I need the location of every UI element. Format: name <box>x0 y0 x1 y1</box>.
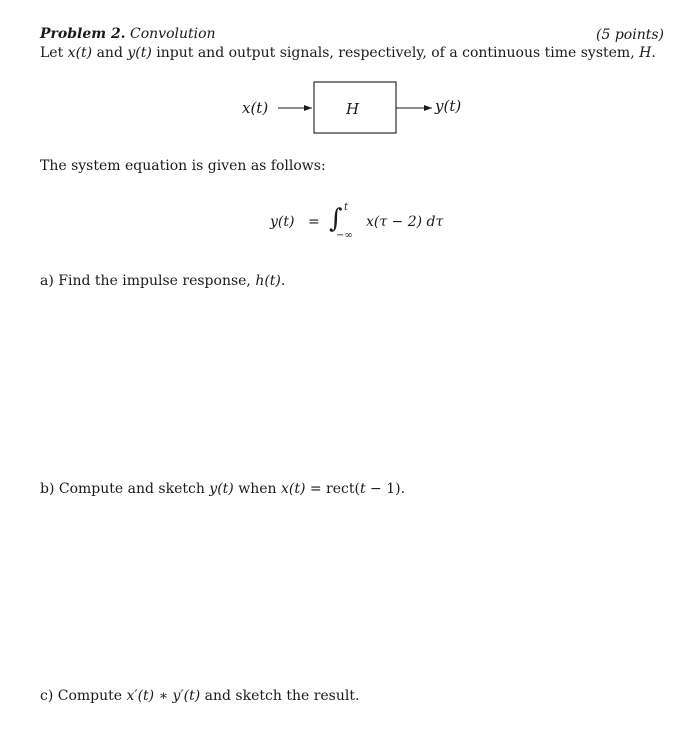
intro-system-symbol: H <box>639 45 652 61</box>
question-a-text: a) Find the impulse response, <box>40 273 256 289</box>
problem-topic: Convolution <box>125 26 216 42</box>
question-b <box>40 481 405 497</box>
question-b-arg: t <box>359 481 366 497</box>
integrand: x(τ − 2) dτ <box>366 214 444 230</box>
diagram-output-label: y(t) <box>435 97 462 115</box>
problem-number: Problem 2. <box>40 26 126 42</box>
question-b-text: b) Compute and sketch <box>40 481 210 497</box>
integral-sign: ∫ <box>329 204 343 234</box>
block-diagram <box>0 80 678 136</box>
question-b-tail: − 1). <box>365 481 406 497</box>
intro-y-signal: y(t) <box>127 45 152 61</box>
question-b-expr-x: x(t) <box>280 481 306 497</box>
question-b-mid: when <box>233 481 281 497</box>
question-b-expr-y: y(t) <box>209 481 234 497</box>
question-a <box>40 273 285 289</box>
system-equation-lead: The system equation is given as follows: <box>40 158 326 174</box>
question-c-expr: x′(t) ∗ y′(t) <box>126 688 201 704</box>
question-c-suffix: and sketch the result. <box>200 688 360 704</box>
question-a-suffix: . <box>280 273 286 289</box>
intro-part: Let <box>40 45 68 61</box>
intro-part: input and output signals, respectively, of a continuous time system, <box>151 45 640 61</box>
intro-x-signal: x(t) <box>67 45 93 61</box>
equation-equals: = <box>308 214 320 230</box>
points-label: (5 points) <box>596 27 664 43</box>
intro-part: . <box>651 45 656 61</box>
question-a-expr: h(t) <box>255 273 281 289</box>
question-c-text: c) Compute <box>40 688 127 704</box>
intro-text <box>40 45 656 61</box>
question-b-rect: = rect( <box>305 481 360 497</box>
question-c <box>40 688 359 704</box>
problem-title <box>40 26 216 42</box>
integral-lower-limit: −∞ <box>336 230 353 241</box>
system-equation <box>266 202 466 246</box>
diagram-input-label: x(t) <box>242 99 269 117</box>
system-block-label: H <box>346 100 360 118</box>
integral-upper-limit: t <box>344 202 349 213</box>
intro-part: and <box>92 45 128 61</box>
equation-lhs: y(t) <box>270 214 295 230</box>
